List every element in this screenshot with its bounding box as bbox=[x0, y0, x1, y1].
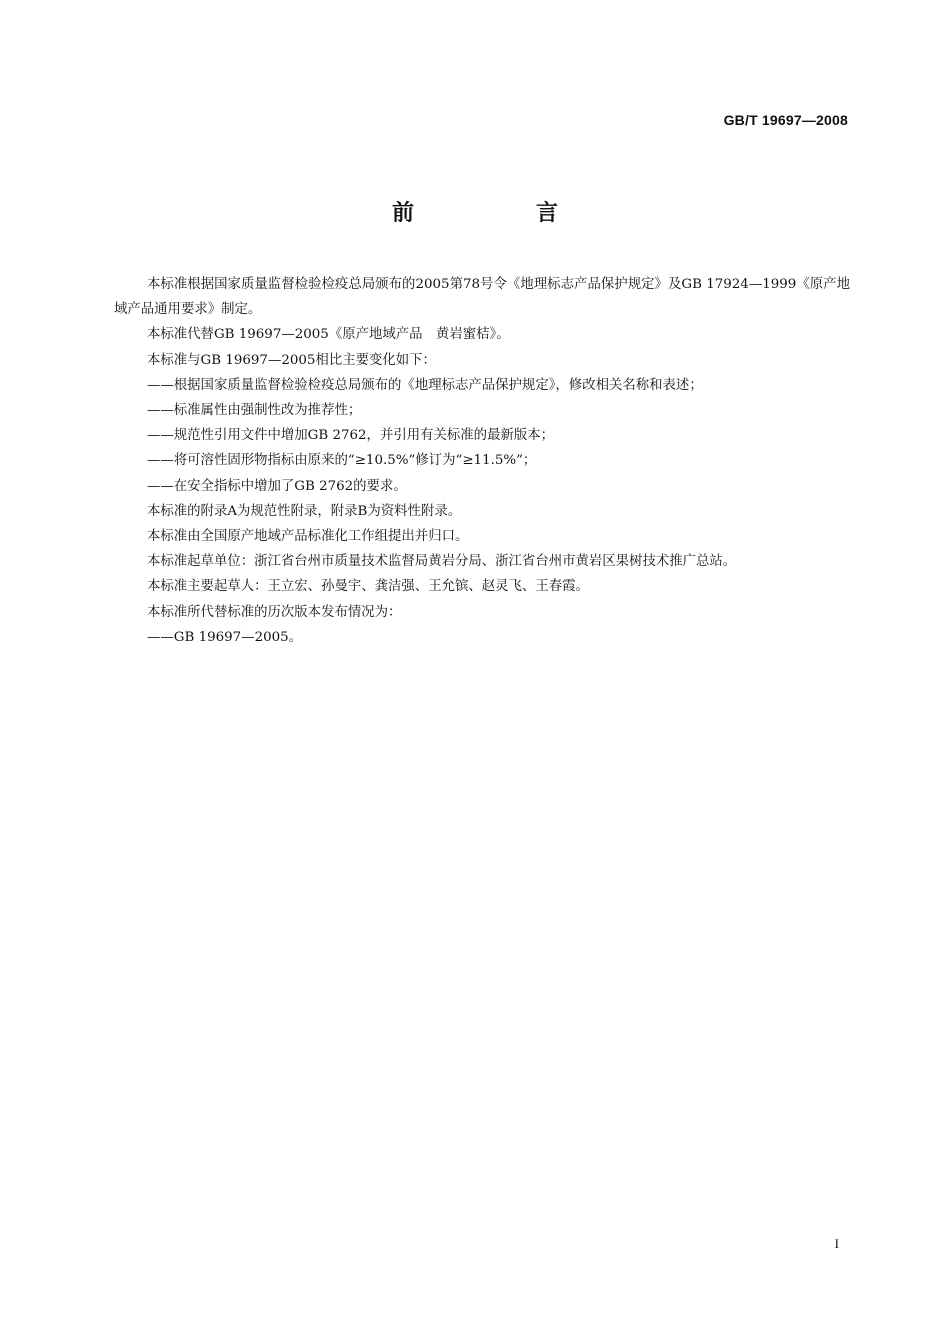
paragraph: 本标准起草单位：浙江省台州市质量技术监督局黄岩分局、浙江省台州市黄岩区果树技术推广总站。 bbox=[147, 554, 737, 570]
list-item: ——GB 19697—2005。 bbox=[147, 629, 303, 645]
paragraph: 本标准的附录A为规范性附录，附录B为资料性附录。 bbox=[147, 503, 462, 519]
page-title: 前 言 bbox=[391, 201, 608, 226]
standard-code: GB/T 19697—2008 bbox=[723, 112, 848, 128]
foreword-body bbox=[114, 272, 850, 650]
paragraph: 本标准根据国家质量监督检验检疫总局颁布的2005第78号令《地理标志产品保护规定》及GB 17924—1999《原产地域产品通用要求》制定。 bbox=[114, 277, 850, 318]
paragraph: 本标准所代替标准的历次版本发布情况为： bbox=[147, 604, 402, 620]
paragraph: 本标准与GB 19697—2005相比主要变化如下： bbox=[147, 352, 436, 368]
list-item: ——将可溶性固形物指标由原来的“≥10.5%”修订为“≥11.5%”； bbox=[147, 453, 537, 469]
list-item: ——规范性引用文件中增加GB 2762，并引用有关标准的最新版本； bbox=[147, 428, 555, 444]
list-item: ——根据国家质量监督检验检疫总局颁布的《地理标志产品保护规定》，修改相关名称和表述； bbox=[147, 377, 703, 393]
paragraph: 本标准由全国原产地域产品标准化工作组提出并归口。 bbox=[147, 529, 469, 545]
paragraph: 本标准主要起草人：王立宏、孙曼宇、龚洁强、王允镔、赵灵飞、王春霞。 bbox=[147, 579, 589, 595]
paragraph: 本标准代替GB 19697—2005《原产地域产品 黄岩蜜桔》。 bbox=[147, 327, 510, 343]
list-item: ——在安全指标中增加了GB 2762的要求。 bbox=[147, 478, 407, 494]
page-number: I bbox=[834, 1236, 839, 1251]
list-item: ——标准属性由强制性改为推荐性； bbox=[147, 403, 362, 419]
